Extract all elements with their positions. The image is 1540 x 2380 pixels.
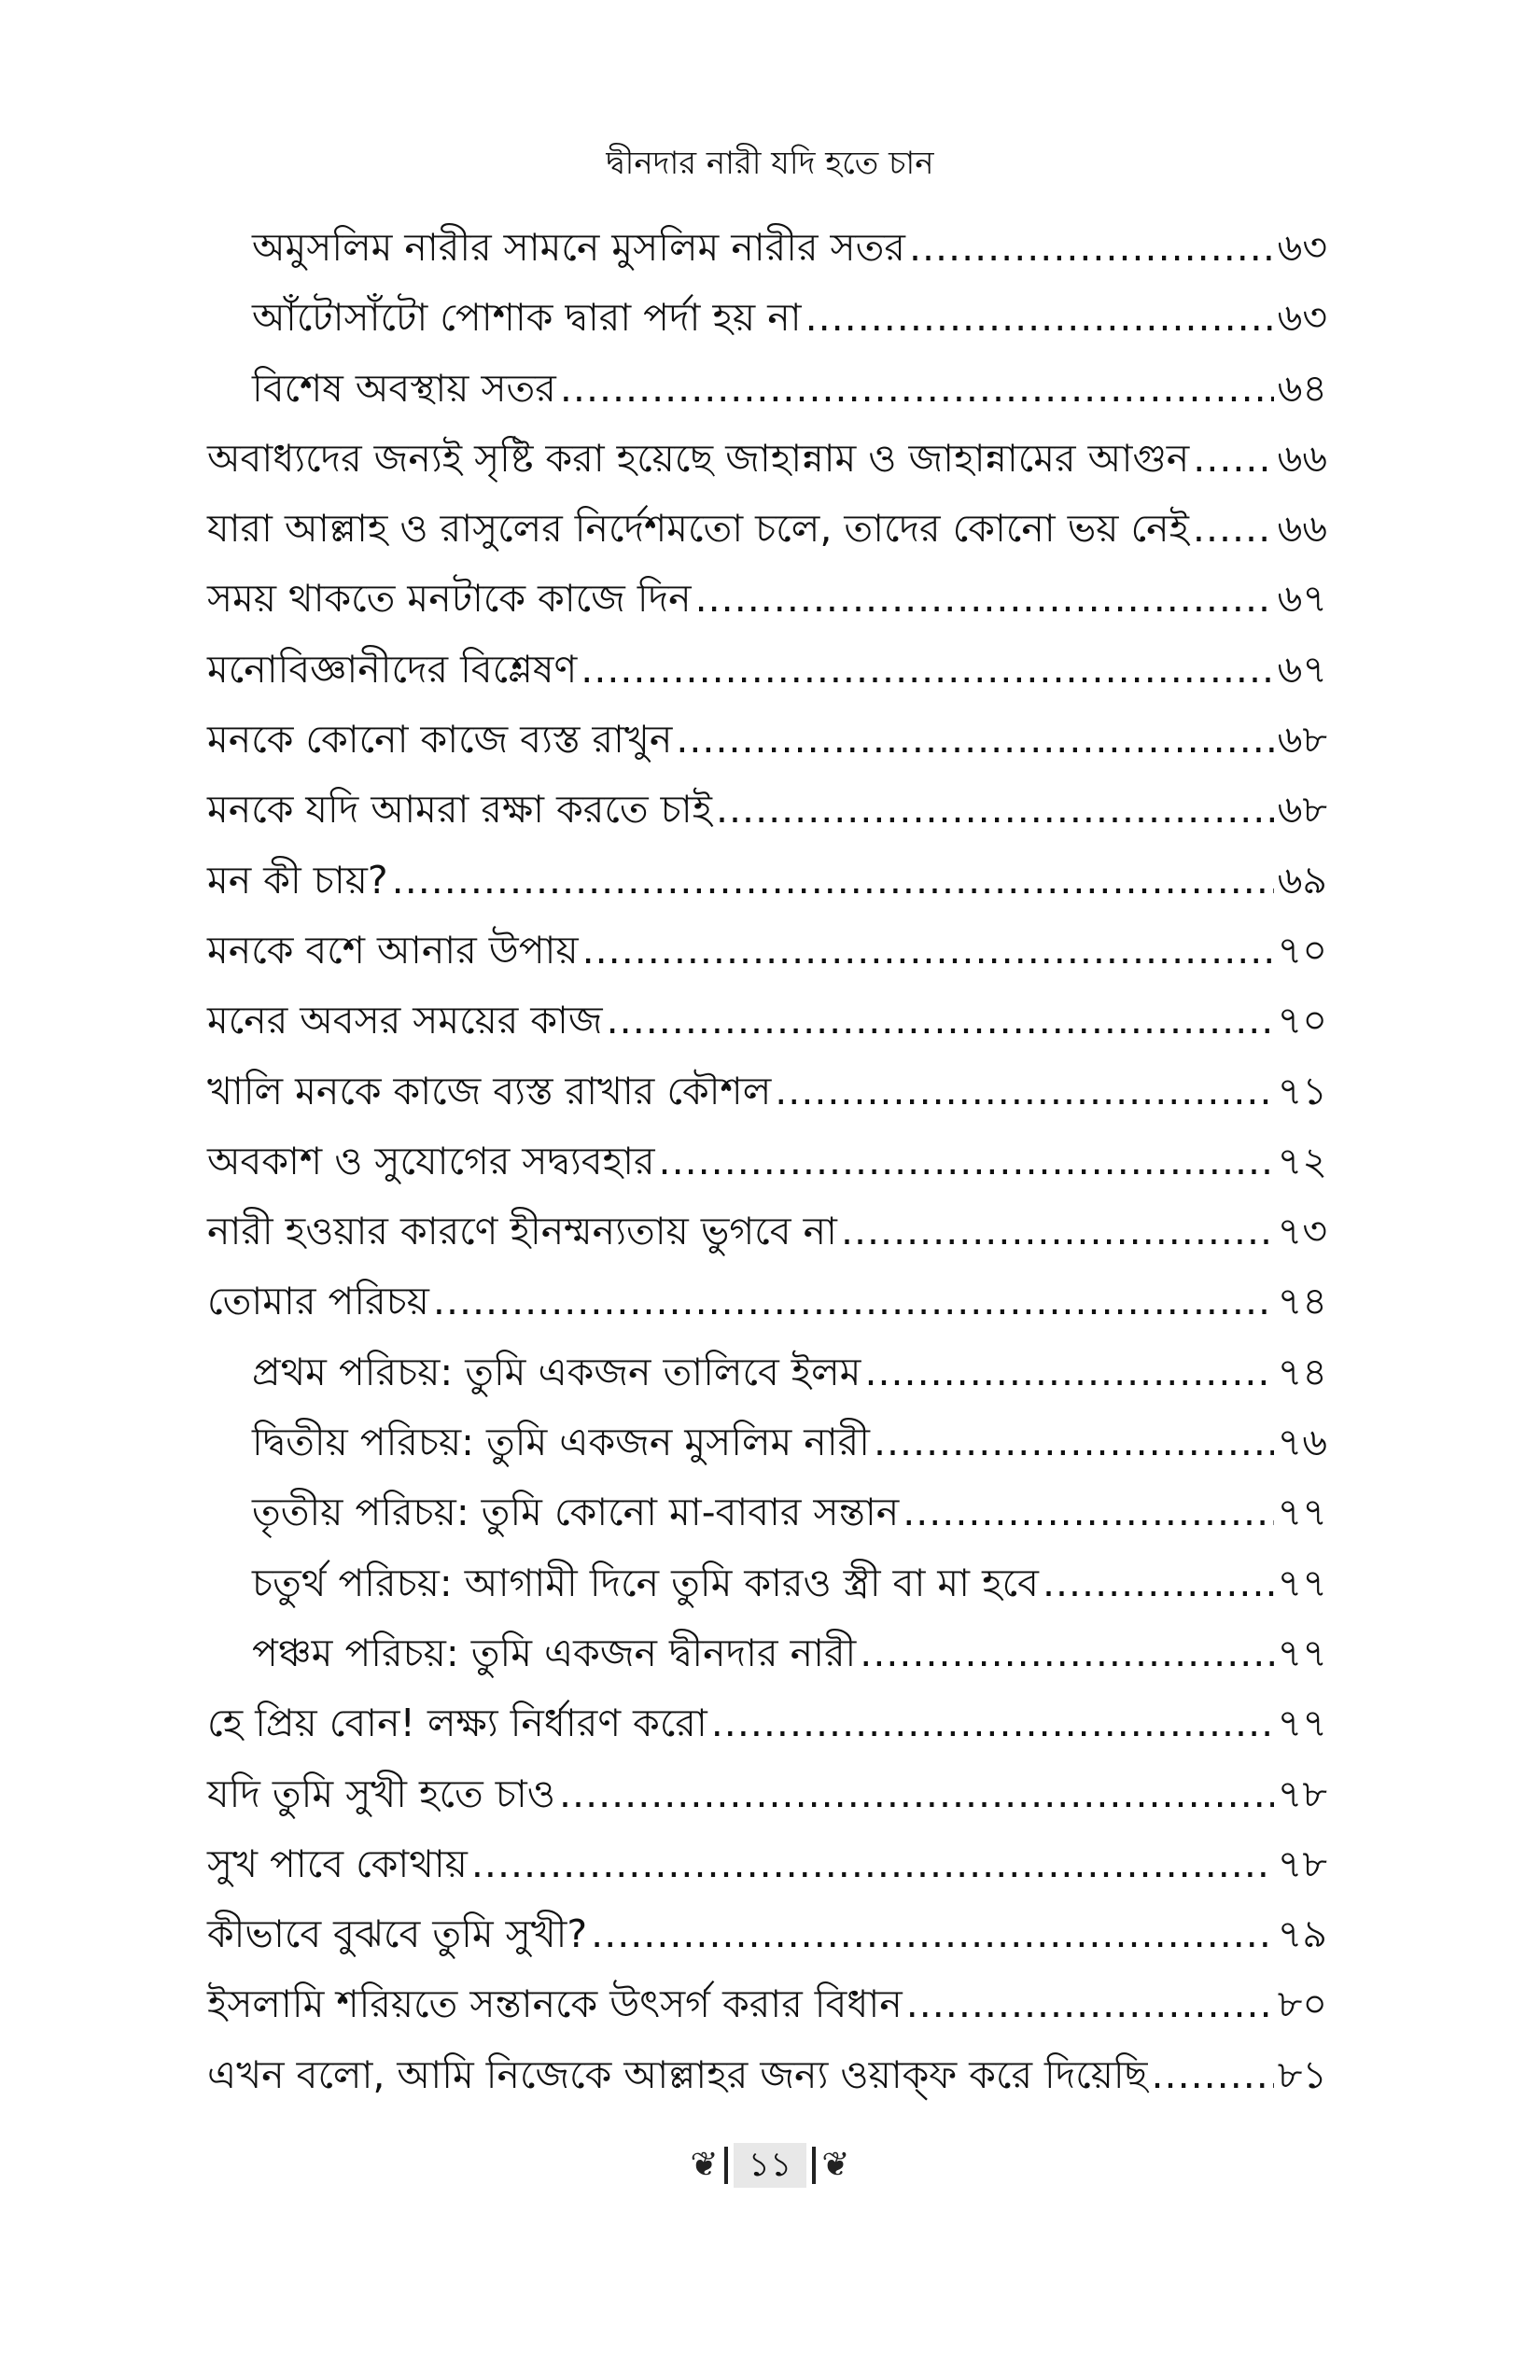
- toc-entry-page: ৬৬: [1277, 506, 1327, 552]
- toc-entry: [207, 986, 1327, 1056]
- toc-leader-dots: [559, 1759, 1274, 1829]
- toc-leader-dots: [582, 916, 1274, 986]
- toc-entry-title: যদি তুমি সুখী হতে চাও: [207, 1771, 555, 1816]
- toc-entry: [207, 1618, 1327, 1688]
- page-number: ১১: [734, 2143, 807, 2188]
- toc-entry-page: ৭৭: [1277, 1630, 1327, 1675]
- toc-leader-dots: [581, 635, 1273, 705]
- toc-entry: [207, 283, 1327, 353]
- toc-entry: [207, 846, 1327, 916]
- toc-entry-page: ৭০: [1277, 998, 1327, 1043]
- toc-leader-dots: [874, 1407, 1274, 1477]
- toc-entry-page: ৭৭: [1277, 1701, 1327, 1746]
- toc-leader-dots: [903, 1477, 1273, 1547]
- toc-leader-dots: [695, 564, 1274, 634]
- toc-entry-title: অবকাশ ও সুযোগের সদ্ব্যবহার: [207, 1138, 655, 1183]
- toc-entry: [207, 1829, 1327, 1899]
- toc-entry-title: হে প্রিয় বোন! লক্ষ্য নির্ধারণ করো: [207, 1701, 707, 1746]
- toc-entry-page: ৮১: [1277, 2051, 1327, 2097]
- left-ornament-icon: ❦: [690, 2146, 719, 2184]
- toc-entry: [207, 1548, 1327, 1618]
- toc-entry-page: ৭৯: [1277, 1911, 1327, 1957]
- toc-entry: [207, 494, 1327, 564]
- toc-leader-dots: [392, 846, 1274, 916]
- toc-entry-page: ৭৭: [1277, 1490, 1327, 1535]
- toc-leader-dots: [1152, 2040, 1274, 2110]
- toc-entry: [207, 1688, 1327, 1758]
- toc-entry-page: ৬৭: [1277, 646, 1327, 692]
- toc-entry: [207, 1127, 1327, 1197]
- toc-leader-dots: [659, 1127, 1274, 1197]
- toc-entry: [207, 635, 1327, 705]
- toc-entry-title: সময় থাকতে মনটাকে কাজে দিন: [207, 576, 692, 622]
- toc-leader-dots: [841, 1197, 1274, 1267]
- toc-entry-title: মনকে যদি আমরা রক্ষা করতে চাই: [207, 787, 712, 833]
- toc-entry-title: সুখ পাবে কোথায়: [207, 1841, 468, 1886]
- toc-entry-page: ৭৩: [1277, 1209, 1327, 1254]
- toc-entry: [207, 2040, 1327, 2110]
- toc-leader-dots: [860, 1618, 1273, 1688]
- toc-entry: [207, 1969, 1327, 2039]
- toc-entry: [207, 213, 1327, 283]
- toc-entry-title: ইসলামি শরিয়তে সন্তানকে উৎসর্গ করার বিধান: [207, 1981, 903, 2027]
- table-of-contents: [207, 213, 1327, 2110]
- toc-entry-page: ৬৮: [1277, 787, 1327, 833]
- toc-leader-dots: [1043, 1548, 1274, 1618]
- toc-entry: [207, 1057, 1327, 1127]
- toc-entry-title: পঞ্চম পরিচয়: তুমি একজন দ্বীনদার নারী: [252, 1630, 857, 1675]
- toc-entry-page: ৬৮: [1277, 717, 1327, 763]
- toc-entry-title: নারী হওয়ার কারণে হীনম্মন্যতায় ভুগবে না: [207, 1209, 837, 1254]
- toc-leader-dots: [607, 986, 1274, 1056]
- toc-leader-dots: [711, 1688, 1274, 1758]
- toc-entry-title: যারা আল্লাহ ও রাসুলের নির্দেশমতো চলে, তাদের কোনো ভয় নেই: [207, 506, 1189, 552]
- toc-entry-title: দ্বিতীয় পরিচয়: তুমি একজন মুসলিম নারী: [252, 1420, 870, 1465]
- toc-leader-dots: [676, 705, 1273, 775]
- right-ornament-icon: ❦: [821, 2146, 850, 2184]
- toc-entry-title: তোমার পরিচয়: [207, 1279, 429, 1324]
- toc-entry-title: তৃতীয় পরিচয়: তুমি কোনো মা-বাবার সন্তান: [252, 1490, 900, 1535]
- toc-entry: [207, 1197, 1327, 1267]
- toc-entry-page: ৬৬: [1277, 435, 1327, 481]
- folio-divider: [724, 2147, 728, 2184]
- toc-leader-dots: [471, 1829, 1274, 1899]
- folio-divider: [812, 2147, 816, 2184]
- toc-leader-dots: [591, 1899, 1274, 1969]
- toc-leader-dots: [1193, 424, 1273, 494]
- toc-entry-title: চতুর্থ পরিচয়: আগামী দিনে তুমি কারও স্ত্রী বা মা হবে: [252, 1560, 1039, 1605]
- toc-entry-title: মনকে বশে আনার উপায়: [207, 927, 579, 973]
- toc-entry: [207, 424, 1327, 494]
- toc-leader-dots: [433, 1267, 1274, 1337]
- toc-entry-page: ৭৭: [1277, 1560, 1327, 1605]
- toc-leader-dots: [1193, 494, 1274, 564]
- toc-entry-title: এখন বলো, আমি নিজেকে আল্লাহর জন্য ওয়াক্ফ করে দিয়েছি: [207, 2051, 1148, 2097]
- running-header: [0, 140, 1540, 187]
- toc-leader-dots: [560, 354, 1274, 424]
- toc-entry: [207, 564, 1327, 634]
- toc-entry: [207, 705, 1327, 775]
- toc-entry-page: ৭৮: [1277, 1771, 1327, 1816]
- toc-entry: [207, 1267, 1327, 1337]
- toc-entry-title: বিশেষ অবস্থায় সতর: [252, 365, 556, 411]
- toc-entry-title: মনকে কোনো কাজে ব্যস্ত রাখুন: [207, 717, 673, 763]
- toc-entry-title: মনের অবসর সময়ের কাজ: [207, 998, 603, 1043]
- toc-entry: [207, 1759, 1327, 1829]
- toc-leader-dots: [864, 1337, 1273, 1407]
- toc-leader-dots: [775, 1057, 1273, 1127]
- toc-entry-title: প্রথম পরিচয়: তুমি একজন তালিবে ইলম: [252, 1349, 861, 1394]
- toc-entry-page: ৬৭: [1277, 576, 1327, 622]
- toc-entry-page: ৭৮: [1277, 1841, 1327, 1886]
- toc-entry: [207, 1477, 1327, 1547]
- toc-entry: [207, 354, 1327, 424]
- page-folio: [0, 2142, 1540, 2189]
- toc-entry-page: ৬৩: [1277, 225, 1327, 270]
- toc-entry-page: ৭০: [1277, 927, 1327, 973]
- toc-leader-dots: [909, 213, 1274, 283]
- toc-entry-title: অবাধ্যদের জন্যই সৃষ্টি করা হয়েছে জাহান্নাম ও জাহান্নামের আগুন: [207, 435, 1190, 481]
- toc-entry: [207, 775, 1327, 845]
- toc-entry-page: ৭২: [1277, 1138, 1327, 1183]
- toc-entry-title: আঁটোসাঁটো পোশাক দ্বারা পর্দা হয় না: [252, 295, 802, 341]
- toc-entry: [207, 1337, 1327, 1407]
- toc-entry-page: ৮০: [1277, 1981, 1327, 2027]
- toc-entry-page: ৭৪: [1277, 1279, 1327, 1324]
- toc-entry-page: ৭১: [1277, 1068, 1327, 1113]
- toc-entry-page: ৬৯: [1277, 857, 1327, 903]
- toc-entry-title: মনোবিজ্ঞানীদের বিশ্লেষণ: [207, 646, 578, 692]
- toc-entry: [207, 916, 1327, 986]
- toc-leader-dots: [805, 283, 1274, 353]
- toc-entry: [207, 1407, 1327, 1477]
- toc-leader-dots: [906, 1969, 1274, 2039]
- book-title: দ্বীনদার নারী যদি হতে চান: [606, 145, 934, 182]
- toc-entry-title: খালি মনকে কাজে ব্যস্ত রাখার কৌশল: [207, 1068, 772, 1113]
- toc-entry-page: ৭৬: [1277, 1420, 1327, 1465]
- toc-leader-dots: [716, 775, 1274, 845]
- toc-entry-page: ৭৪: [1277, 1349, 1327, 1394]
- toc-entry-title: মন কী চায়?: [207, 857, 388, 903]
- toc-entry-title: অমুসলিম নারীর সামনে মুসলিম নারীর সতর: [252, 225, 905, 270]
- toc-entry: [207, 1899, 1327, 1969]
- toc-entry-page: ৬৩: [1277, 295, 1327, 341]
- toc-entry-page: ৬৪: [1277, 365, 1327, 411]
- toc-entry-title: কীভাবে বুঝবে তুমি সুখী?: [207, 1911, 588, 1957]
